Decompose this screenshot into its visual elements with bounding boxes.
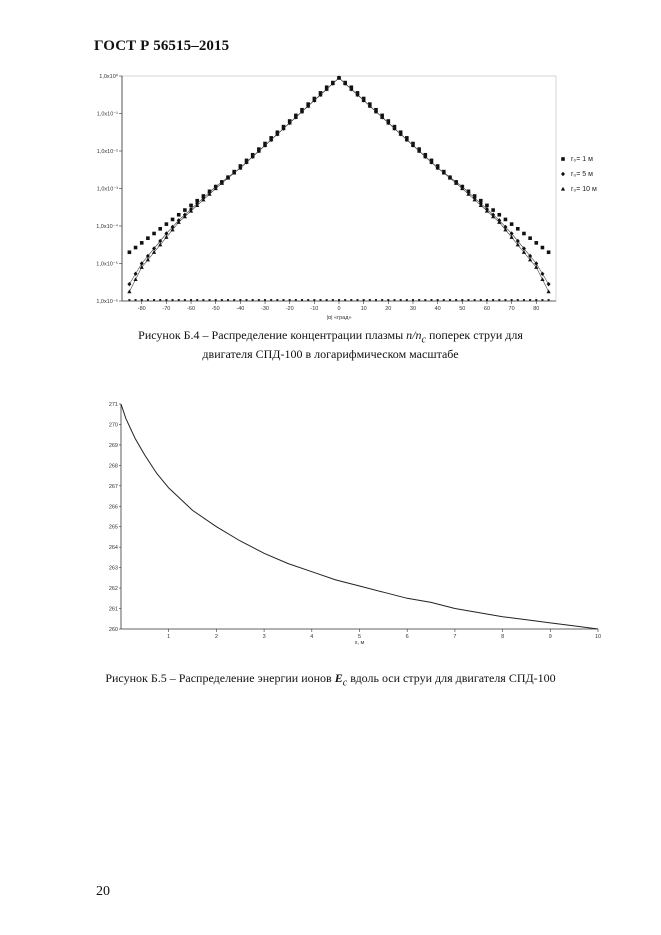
data-point (152, 232, 156, 236)
figure-5-caption-var-sub: c (342, 677, 348, 689)
energy-curve (121, 404, 598, 629)
data-point (128, 250, 132, 254)
baseline-marker (523, 299, 525, 301)
baseline-marker (221, 299, 223, 301)
y-tick-label: 270 (108, 422, 118, 429)
data-point (516, 227, 520, 231)
data-point (140, 241, 144, 245)
data-point (547, 250, 551, 254)
baseline-marker (529, 299, 531, 301)
data-point (127, 289, 131, 293)
x-tick-label: 9 (548, 634, 552, 640)
y-tick-label: 262 (108, 586, 118, 593)
baseline-marker (467, 299, 469, 301)
baseline-marker (307, 299, 309, 301)
y-tick-label: 269 (108, 442, 118, 449)
baseline-marker (424, 299, 426, 301)
baseline-marker (159, 299, 161, 301)
figure-4-caption-var-sub: c (421, 334, 426, 346)
figure-4-caption-var: n/n (406, 328, 422, 342)
baseline-marker (165, 299, 167, 301)
baseline-marker (369, 299, 371, 301)
data-point (133, 277, 137, 281)
y-tick-label: 263 (108, 565, 118, 572)
baseline-marker (480, 299, 482, 301)
y-tick-label: 1,0x10⁰ (99, 74, 118, 80)
baseline-marker (172, 299, 174, 301)
baseline-marker (437, 299, 439, 301)
data-point (158, 227, 162, 231)
baseline-marker (141, 299, 143, 301)
baseline-marker (252, 299, 254, 301)
data-point (522, 232, 526, 236)
legend-label: r₀= 10 м (571, 186, 597, 193)
series-line (129, 78, 548, 292)
y-tick-label: 1,0x10⁻¹ (96, 111, 118, 118)
baseline-marker (492, 299, 494, 301)
baseline-marker (350, 299, 352, 301)
figure-5-caption-prefix: Рисунок Б.5 – Распределение энергии ионов (105, 671, 335, 685)
ion-energy-chart (109, 402, 601, 646)
data-point (540, 272, 544, 276)
y-tick-label: 271 (108, 402, 118, 408)
baseline-marker (128, 299, 130, 301)
y-tick-label: 1,0x10⁻⁴ (96, 224, 118, 230)
data-point (491, 208, 495, 212)
figure-4-caption (0, 328, 661, 362)
plot-frame (122, 76, 556, 301)
data-point (547, 282, 551, 286)
baseline-marker (135, 299, 137, 301)
data-point (534, 241, 538, 245)
baseline-marker (270, 299, 272, 301)
series-line (129, 78, 548, 284)
data-point (541, 246, 545, 250)
data-point (127, 282, 131, 286)
legend-label: r₀= 1 м (571, 156, 593, 163)
baseline-marker (535, 299, 537, 301)
baseline-marker (190, 299, 192, 301)
legend-marker (561, 187, 565, 191)
data-point (528, 236, 532, 240)
figure-5-caption (0, 671, 661, 690)
data-point (547, 289, 551, 293)
x-tick-label: 80 (533, 306, 540, 312)
data-point (171, 218, 175, 222)
baseline-marker (430, 299, 432, 301)
data-point (504, 218, 508, 222)
baseline-marker (184, 299, 186, 301)
baseline-marker (443, 299, 445, 301)
x-tick-label: -10 (310, 306, 319, 312)
baseline-marker (498, 299, 500, 301)
baseline-marker (363, 299, 365, 301)
x-tick-label: 70 (508, 306, 515, 312)
y-tick-label: 1,0x10⁻³ (96, 186, 118, 193)
data-point (510, 222, 514, 226)
data-point (183, 208, 187, 212)
baseline-marker (474, 299, 476, 301)
data-point (165, 222, 169, 226)
baseline-marker (400, 299, 402, 301)
x-tick-label: 5 (357, 634, 362, 640)
baseline-marker (344, 299, 346, 301)
figure-4-caption-line2: двигателя СПД-100 в логарифмическом масштабе (202, 347, 459, 362)
figure-5-caption-var: E (334, 671, 343, 685)
y-tick-label: 265 (108, 524, 118, 531)
baseline-marker (393, 299, 395, 301)
x-tick-label: 2 (214, 634, 218, 640)
baseline-marker (418, 299, 420, 301)
baseline-marker (202, 299, 204, 301)
baseline-marker (412, 299, 414, 301)
baseline-marker (289, 299, 291, 301)
data-point (134, 272, 138, 276)
data-point (485, 204, 489, 208)
x-tick-label: -40 (236, 306, 245, 312)
data-point (146, 236, 150, 240)
x-tick-label: -80 (137, 306, 146, 312)
legend-marker (561, 157, 565, 161)
x-tick-label: -30 (261, 306, 269, 312)
baseline-marker (541, 299, 543, 301)
baseline-marker (406, 299, 408, 301)
baseline-marker (326, 299, 328, 301)
data-point (189, 204, 193, 208)
x-tick-label: 60 (483, 306, 491, 312)
baseline-marker (227, 299, 229, 301)
baseline-marker (504, 299, 506, 301)
y-tick-label: 267 (108, 483, 118, 490)
y-tick-label: 264 (108, 545, 118, 552)
baseline-marker (517, 299, 519, 301)
figure-5-caption-suffix: вдоль оси струи для двигателя СПД-100 (347, 671, 556, 685)
figure-4-caption-prefix: Рисунок Б.4 – Распределение концентрации плазмы (138, 328, 407, 342)
baseline-marker (387, 299, 389, 301)
figure-4-caption-suffix: поперек струи для (425, 328, 523, 342)
baseline-marker (381, 299, 383, 301)
x-tick-label: 10 (360, 306, 367, 312)
y-tick-label: 260 (108, 627, 118, 633)
data-point (497, 213, 501, 217)
x-tick-label: 7 (453, 634, 457, 640)
x-tick-label: 0 (337, 306, 341, 312)
x-tick-label: 8 (501, 634, 505, 640)
y-tick-label: 1,0x10⁻² (96, 149, 118, 155)
baseline-marker (283, 299, 285, 301)
x-tick-label: -20 (285, 306, 294, 312)
baseline-marker (511, 299, 513, 301)
baseline-marker (147, 299, 149, 301)
x-tick-label: 10 (594, 634, 602, 640)
baseline-marker (215, 299, 217, 301)
y-tick-label: 268 (108, 463, 118, 470)
baseline-marker (209, 299, 211, 301)
x-tick-label: 50 (459, 306, 466, 312)
baseline-marker (246, 299, 248, 301)
baseline-marker (332, 299, 334, 301)
x-tick-label: 20 (385, 306, 392, 312)
baseline-marker (301, 299, 303, 301)
data-point (134, 246, 138, 250)
baseline-marker (313, 299, 315, 301)
y-tick-label: 1,0x10⁻⁶ (96, 299, 118, 305)
baseline-marker (239, 299, 241, 301)
x-axis-label: |α| «град» (326, 315, 352, 321)
baseline-marker (295, 299, 297, 301)
x-tick-label: 30 (409, 306, 417, 312)
baseline-marker (449, 299, 451, 301)
baseline-marker (375, 299, 377, 301)
x-tick-label: 40 (434, 306, 441, 312)
baseline-marker (153, 299, 155, 301)
baseline-marker (320, 299, 322, 301)
baseline-marker (178, 299, 180, 301)
baseline-marker (196, 299, 198, 301)
baseline-marker (258, 299, 260, 301)
data-point (540, 277, 544, 281)
data-point (177, 213, 181, 217)
baseline-marker (455, 299, 457, 301)
y-tick-label: 261 (108, 606, 118, 613)
legend-label: r₀= 5 м (571, 171, 593, 178)
baseline-marker (233, 299, 235, 301)
x-axis-label: x, м (354, 640, 365, 646)
baseline-marker (356, 299, 358, 301)
y-tick-label: 1,0x10⁻⁵ (96, 261, 118, 268)
baseline-marker (276, 299, 278, 301)
x-tick-label: -70 (162, 306, 171, 312)
baseline-marker (461, 299, 463, 301)
x-tick-label: -50 (211, 306, 220, 312)
x-tick-label: 3 (262, 634, 266, 640)
baseline-marker (338, 299, 340, 301)
legend-marker (561, 172, 565, 176)
baseline-marker (486, 299, 488, 301)
concentration-chart (96, 73, 597, 321)
x-tick-label: -60 (187, 306, 196, 312)
document-header: ГОСТ Р 56515–2015 (94, 38, 230, 54)
page-number: 20 (96, 884, 110, 899)
x-tick-label: 6 (405, 634, 409, 640)
baseline-marker (548, 299, 550, 301)
x-tick-label: 4 (310, 634, 314, 640)
x-tick-label: 1 (167, 634, 171, 640)
baseline-marker (264, 299, 266, 301)
y-tick-label: 266 (108, 504, 118, 511)
